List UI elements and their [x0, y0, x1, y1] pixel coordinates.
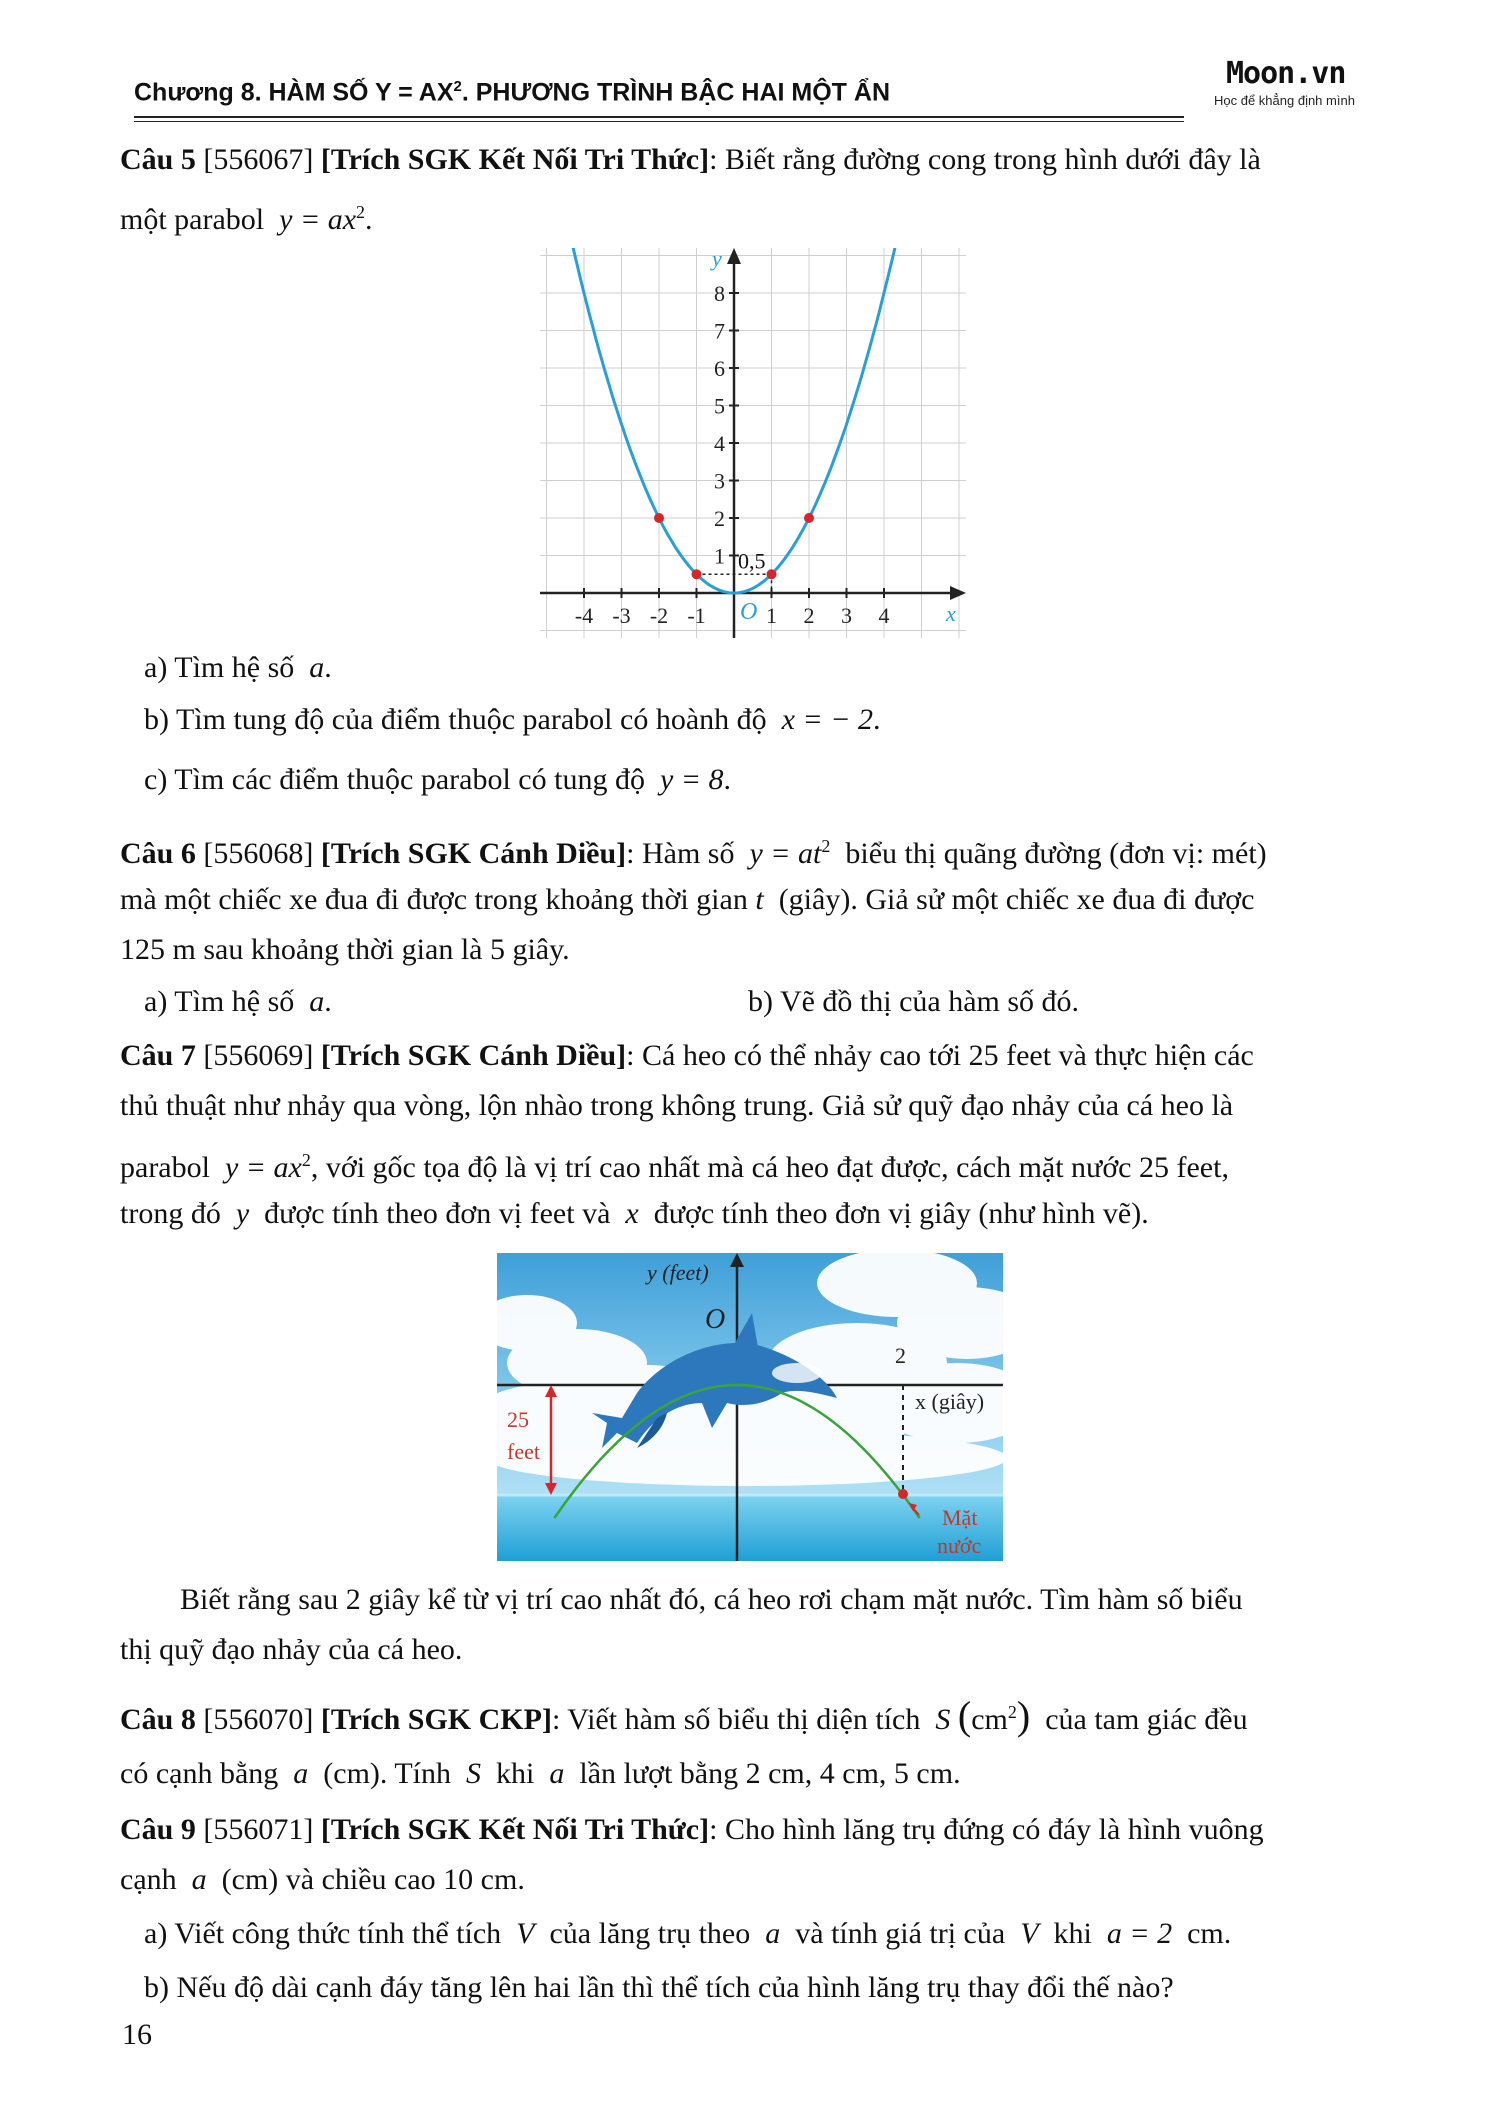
data-point: [767, 569, 777, 579]
q5-c: c) Tìm các điểm thuộc parabol có tung độ y = 8.: [144, 763, 732, 796]
x-tick-label: 4: [878, 603, 890, 628]
water-label-2: nước: [937, 1533, 982, 1558]
q6-line1: Câu 6 [556068] [Trích SGK Cánh Diều]: Hàm số $y = at^2$ biểu thị quãng đường (đơn vị: mét): [120, 836, 1267, 870]
x-tick-label: -1: [687, 603, 706, 628]
q7-para1: Biết rằng sau 2 giây kể từ vị trí cao nhất đó, cá heo rơi chạm mặt nước. Tìm hàm số biểu: [180, 1583, 1243, 1616]
q5-b: b) Tìm tung độ của điểm thuộc parabol có hoành độ x = − 2.: [144, 703, 881, 736]
q6-a: a) Tìm hệ số a.: [144, 985, 332, 1018]
q5-line1: Câu 5 [556067] [Trích SGK Kết Nối Tri Thức]: Biết rằng đường cong trong hình dưới đây là: [120, 143, 1261, 176]
page-number: 16: [122, 2018, 152, 2051]
q9-a: a) Viết công thức tính thể tích V của lăng trụ theo a và tính giá trị của V khi a = 2 cm.: [144, 1917, 1232, 1950]
parabol-chart: [540, 248, 966, 638]
y-tick-label: 5: [714, 393, 725, 419]
header-rule: [134, 116, 1184, 118]
fig-y-label: y (feet): [647, 1260, 709, 1285]
logo-tagline: Học để khẳng định mình: [1214, 93, 1355, 108]
y-tick-label: 2: [714, 506, 725, 531]
x-tick-label: -3: [612, 603, 631, 628]
fig-x-label: x (giây): [915, 1389, 985, 1414]
water: [497, 1495, 1003, 1561]
q7-line2: thủ thuật như nhảy qua vòng, lộn nhào trong không trung. Giả sử quỹ đạo nhảy của cá heo là: [120, 1089, 1234, 1122]
y-tick-label: 3: [714, 468, 725, 494]
x-tick-label: 2: [803, 603, 815, 628]
parabola-curve: [554, 248, 952, 593]
height-unit: feet: [507, 1439, 540, 1464]
chapter-title: Chương 8. HÀM SỐ $Y = AX^2$. PHƯƠNG TRÌNH BẬC HAI MỘT ẨN: [134, 78, 891, 107]
x-axis-label: x: [946, 601, 956, 626]
x-axis-arrow: [950, 586, 966, 600]
annotation-label: 0,5: [738, 548, 766, 574]
q6-line2: mà một chiếc xe đua đi được trong khoảng thời gian t (giây). Giả sử một chiếc xe đua đi được: [120, 883, 1255, 916]
moon-logo: Moon.vn: [1226, 56, 1346, 91]
q9-line2: cạnh a (cm) và chiều cao 10 cm.: [120, 1863, 525, 1896]
fig-origin-label: O: [705, 1304, 726, 1335]
dolphin-figure: [497, 1253, 1003, 1561]
data-point: [654, 513, 664, 523]
q8-line2: có cạnh bằng a (cm). Tính S khi a lần lượt bằng 2 cm, 4 cm, 5 cm.: [120, 1757, 961, 1790]
q8-line1: Câu 8 [556070] [Trích SGK CKP]: Viết hàm số biểu thị diện tích S $(cm^2)$ của tam giác đều: [120, 1693, 1248, 1738]
origin-label: O: [740, 599, 758, 625]
y-axis-label: y: [712, 248, 722, 271]
water-label-1: Mặt: [942, 1505, 978, 1530]
data-point: [692, 569, 702, 579]
header-rule-thin: [134, 121, 1184, 122]
y-tick-label: 6: [714, 356, 725, 381]
q5-line2: một parabol $y = ax^2$.: [120, 202, 373, 236]
y-tick-label: 7: [714, 318, 725, 344]
q7-para2: thị quỹ đạo nhảy của cá heo.: [120, 1633, 463, 1666]
q7-line3: parabol $y = ax^2$, với gốc tọa độ là vị trí cao nhất mà cá heo đạt được, cách mặt nước 25 feet,: [120, 1150, 1229, 1184]
q9-b: b) Nếu độ dài cạnh đáy tăng lên hai lần thì thể tích của hình lăng trụ thay đổi thế nào?: [144, 1971, 1174, 2004]
q6-line3: 125 m sau khoảng thời gian là 5 giây.: [120, 933, 570, 966]
q6-b: b) Vẽ đồ thị của hàm số đó.: [748, 985, 1080, 1018]
y-tick-label: 4: [714, 431, 725, 456]
q9-line1: Câu 9 [556071] [Trích SGK Kết Nối Tri Thức]: Cho hình lăng trụ đứng có đáy là hình vuông: [120, 1813, 1264, 1846]
x-tick-label: 1: [766, 603, 777, 628]
q7-line4: trong đó y được tính theo đơn vị feet và x được tính theo đơn vị giây (như hình vẽ).: [120, 1197, 1149, 1230]
chart-grid: [540, 248, 966, 638]
data-point: [804, 513, 814, 523]
x-tick-label: -2: [649, 603, 669, 628]
y-tick-label: 1: [714, 543, 725, 569]
q7-line1: Câu 7 [556069] [Trích SGK Cánh Diều]: Cá heo có thể nhảy cao tới 25 feet và thực hiện các: [120, 1039, 1254, 1072]
x-tick-label: 3: [841, 603, 852, 628]
landing-point: [898, 1489, 908, 1499]
height-value: 25: [507, 1407, 529, 1432]
fig-x-tick: 2: [895, 1343, 906, 1368]
q5-a: a) Tìm hệ số a.: [144, 651, 332, 684]
x-tick-label: -4: [574, 603, 594, 628]
y-tick-label: 8: [714, 281, 725, 306]
